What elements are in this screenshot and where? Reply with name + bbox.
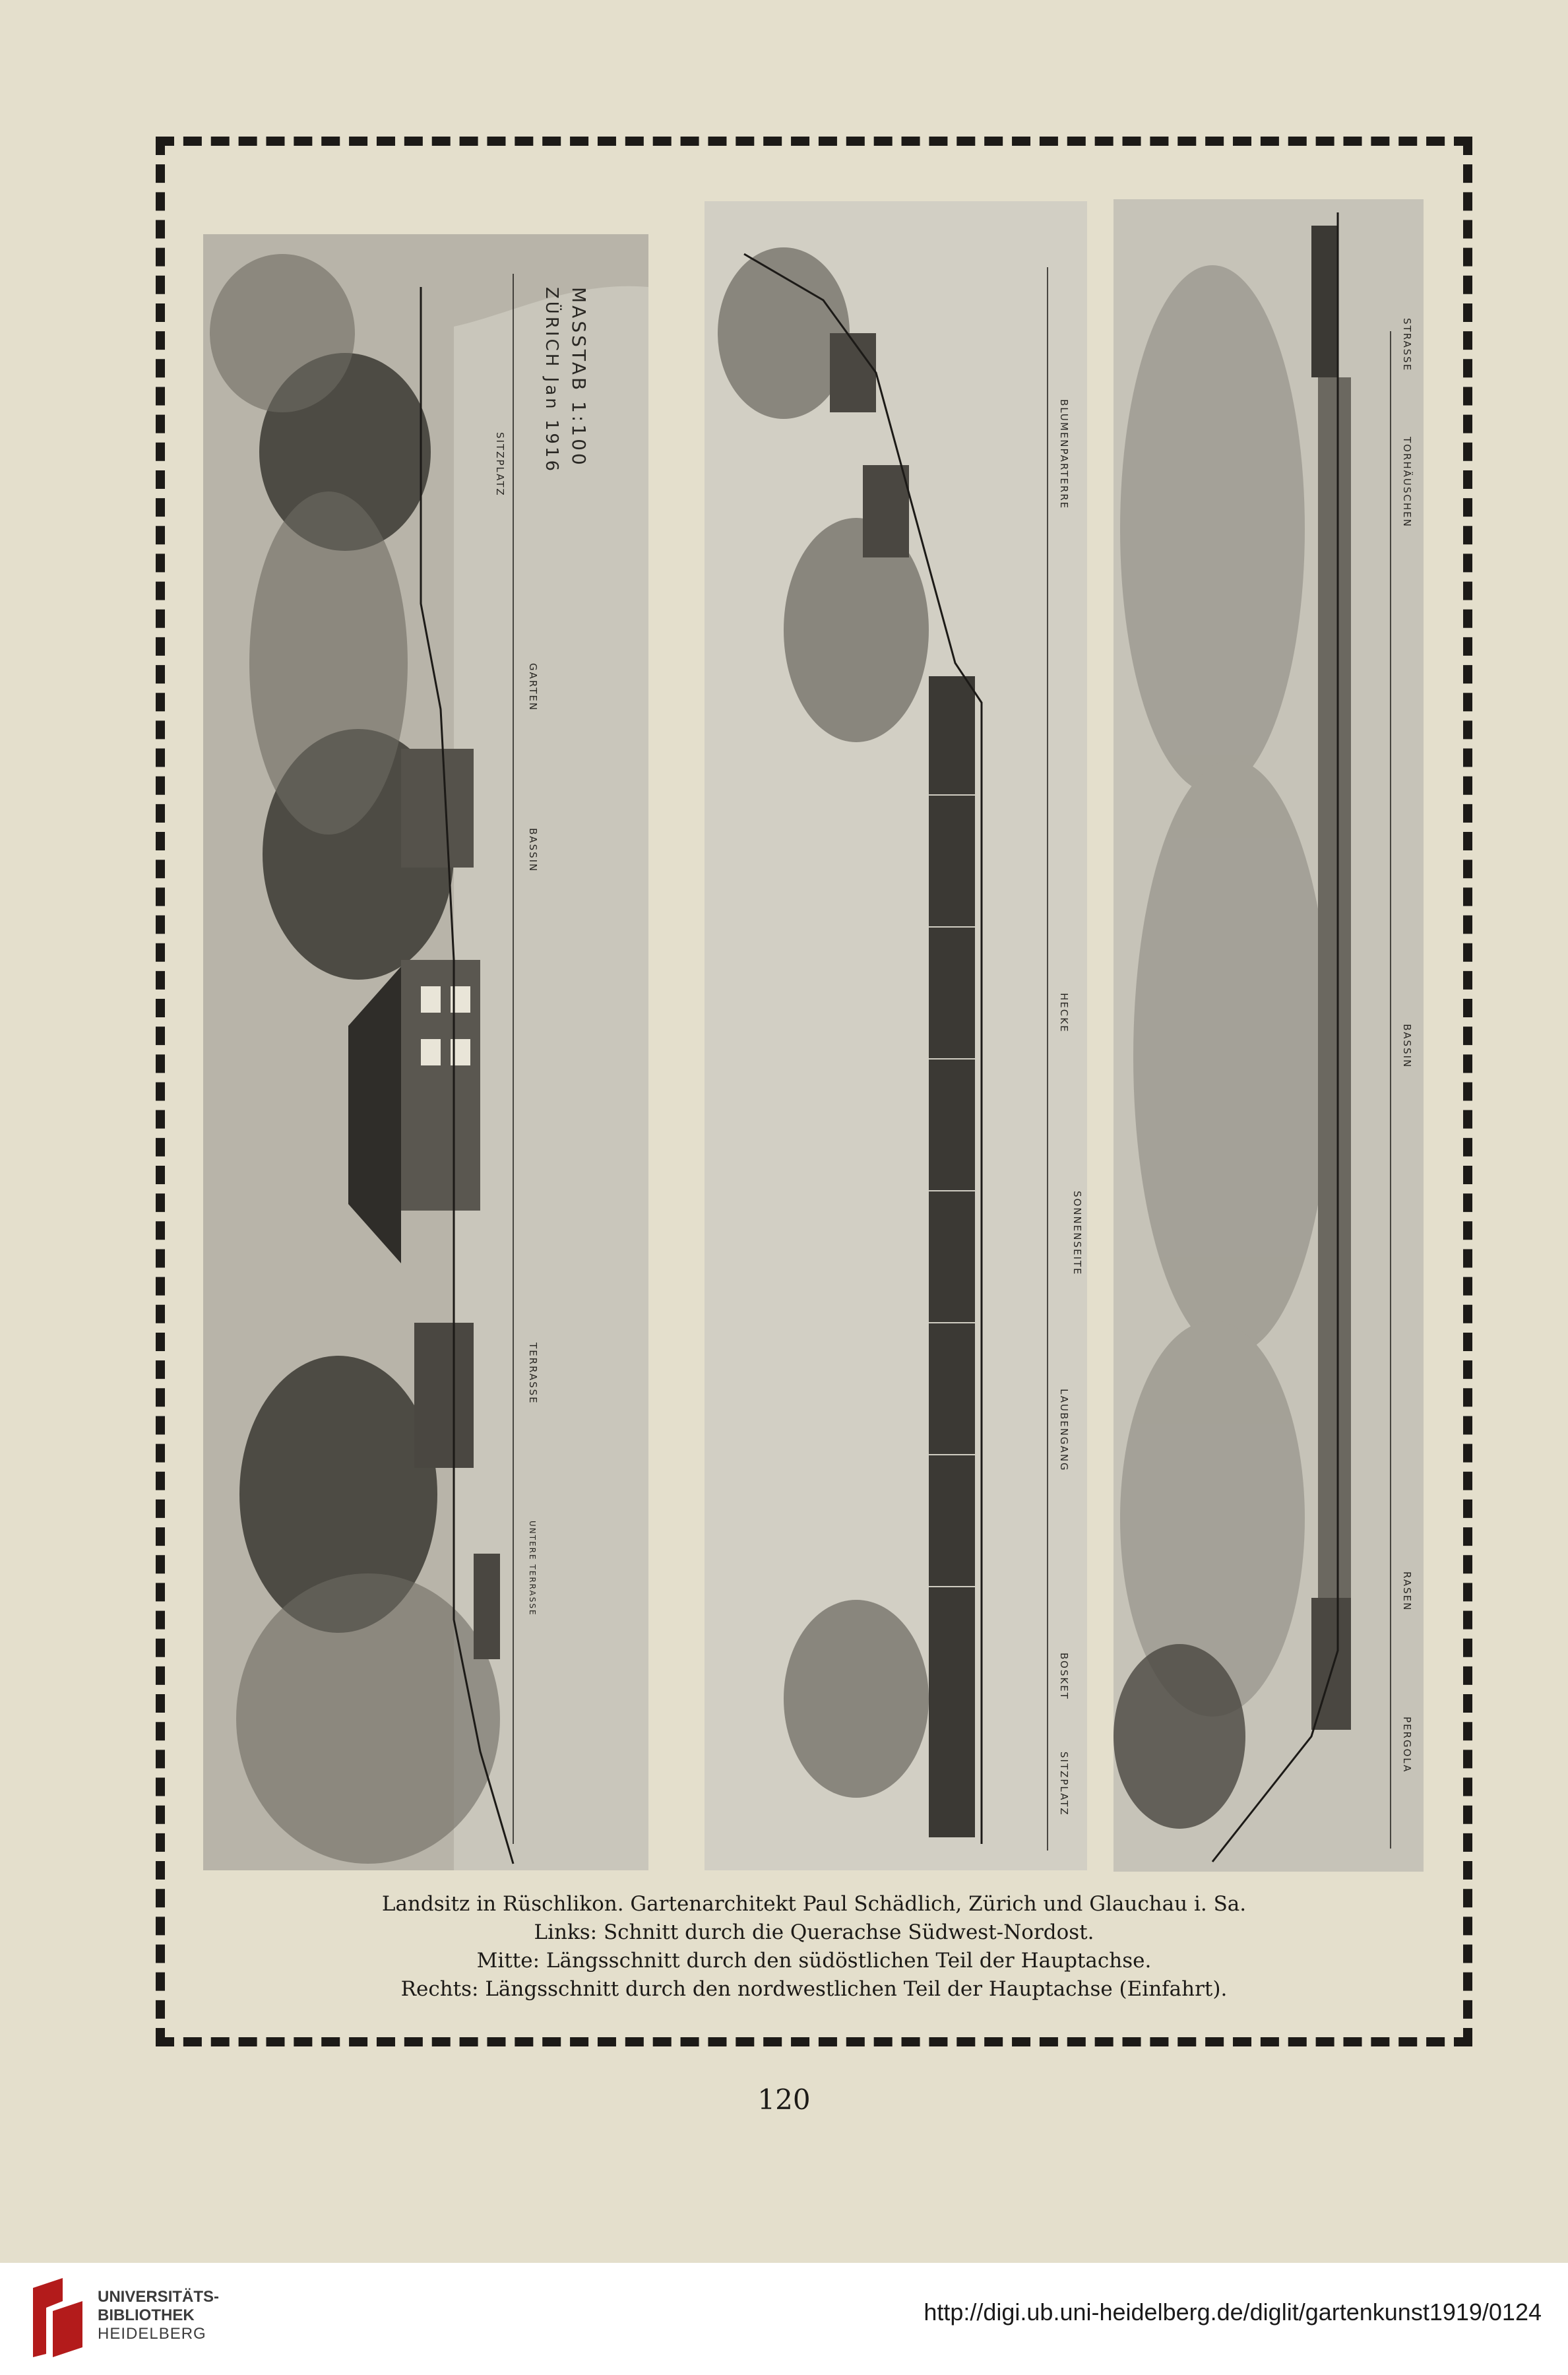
label-strasse: STRASSE [1401,318,1413,372]
label-bassin: BASSIN [527,828,539,873]
label-sonnenseite: SONNENSEITE [1071,1191,1083,1276]
label-garten: GARTEN [527,663,539,712]
caption-line-1: Landsitz in Rüschlikon. Gartenarchitekt Paul Schädlich, Zürich und Glauchau i. Sa. [381,1892,1247,1916]
source-url-link[interactable]: http://digi.ub.uni-heidelberg.de/diglit/gartenkunst1919/0124 [924,2298,1542,2326]
label-rasen: RASEN [1401,1571,1413,1612]
label-torhaeuschen: TORHÄUSCHEN [1401,437,1413,528]
institution-line-2: BIBLIOTHEK [98,2306,195,2324]
label-laubengang: LAUBENGANG [1058,1389,1070,1472]
institution-line-3: HEIDELBERG [98,2325,206,2343]
institution-line-1: UNIVERSITÄTS- [98,2288,220,2306]
page-number: 120 [757,2083,811,2116]
drawing-middle-longitudinal-section [705,201,1087,1870]
drawing-left-cross-section [203,234,648,1870]
caption-line-4: Rechts: Längsschnitt durch den nordwestlichen Teil der Hauptachse (Einfahrt). [400,1977,1228,2001]
institution-name [98,2288,219,2343]
label-hecke: HECKE [1058,993,1070,1033]
label-terrasse: TERRASSE [527,1343,539,1405]
label-sitzplatz: SITZPLATZ [494,432,506,497]
caption-line-3: Mitte: Längsschnitt durch den südöstlichen Teil der Hauptachse. [476,1949,1152,1973]
label-untere-terrasse: UNTERE TERRASSE [528,1521,537,1616]
label-bassin-right: BASSIN [1401,1024,1413,1069]
figure-caption [156,1890,1472,2004]
university-library-logo-icon [26,2275,92,2360]
label-bosket: BOSKET [1058,1653,1070,1700]
label-blumenparterre: BLUMENPARTERRE [1058,399,1070,510]
place-date: ZÜRICH Jan 1916 [542,287,561,474]
scale-note: MASSTAB 1:100 [568,287,590,468]
label-pergola: PERGOLA [1401,1717,1413,1773]
caption-line-2: Links: Schnitt durch die Querachse Südwest-Nordost. [534,1920,1094,1944]
label-sitzplatz-middle: SITZPLATZ [1058,1752,1070,1816]
drawing-right-longitudinal-section [1113,199,1424,1872]
